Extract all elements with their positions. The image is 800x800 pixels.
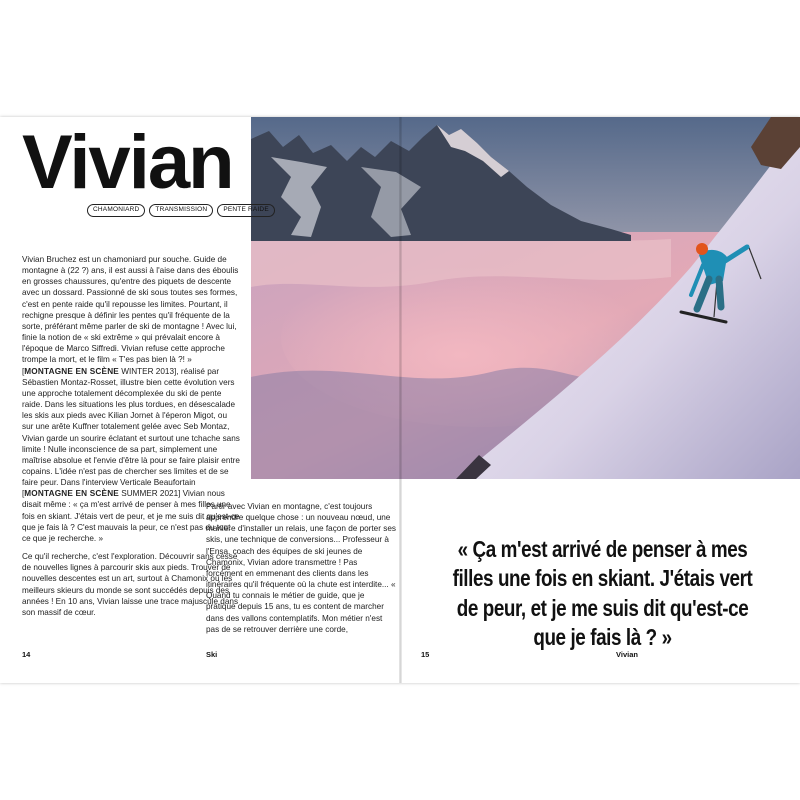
paragraph-transmission: Partir avec Vivian en montagne, c'est toujours apprendre quelque chose : un nouveau nœud, une manière d'installer un relais, une façon de porter ses skis, une technique de conversions... Professeur à l'Ensa, coach des équipes de ski jeunes de Chamonix, Vivian adore transmettre ! Pas forcément en emmenant des clients dans les itinéraires qu'il fréquente où la chute est interdite... « Quand tu connais le métier de guide, que je pratique depuis 15 ans, tu es content de marcher dans des vallons contemplatifs. Mon métier n'est pas de se retrouver derrière une corde, [206,502,396,634]
paragraph-intro: Vivian Bruchez est un chamoniard pur souche. Guide de montagne à (22 ?) ans, il est aussi à l'aise dans des éboulis en grosses chaussures, qu'entre des piquets de descente avec un dossard. Passionné de ski sous toutes ses formes, c'est en pente raide qu'il repousse les limites. Pourtant, il rechigne presque à définir les pentes qu'il fréquente de la sorte, préférant même parler de ski de montagne ! Avec lui, finie la notion de « ski extrême » qui prévalait encore à l'époque de Marco Siffredi. Vivian refuse cette approche trompe la mort, et le film « T'es pas bien là ?! » [MONTAGNE EN SCÈNE WINTER 2013], réalisé par Sébastien Montaz-Rosset, illustre bien cette évolution vers une approche totalement décomplexée du ski de pente raide. Dans les situations les plus tordues, en désescalade les skis aux pieds avec Kilian Jornet à l'éperon Migot, ou sur une arête Kuffner totalement gelée avec Seb Montaz, Vivian garde un sourire éclatant et surtout une tchache sans limite ! Nulle inconscience de sa part, simplement une maîtrise absolue et l'envie d'être là pour se faire plaisir entre copains. L'idée n'est pas de chercher ses limites et de se faire peur. Dans l'interview Verticale Beaufortain [MONTAGNE EN SCÈNE SUMMER 2021] Vivian nous disait même : « ça m'est arrivé de penser à mes filles une fois en skiant. J'étais vert de peur, et je me suis dit qu'est-ce que je fais là ? C'est mauvais la peur, ce n'est pas du tout ce que je recherche. » [22,255,240,543]
spine-gutter [399,117,402,683]
tag-pente-raide: PENTE RAIDE [217,204,275,217]
magazine-spread [0,117,800,683]
tag-chamoniard: CHAMONIARD [87,204,145,217]
page-number-left: 14 [22,650,31,659]
page-title: Vivian [22,120,233,205]
running-head-left: Ski [206,650,218,659]
running-head-right: Vivian [616,650,638,659]
paragraph-exploration: Ce qu'il recherche, c'est l'exploration. Découvrir sans cesse de nouvelles lignes à parcourir skis aux pieds. Trouver de nouvelles descentes est un art, surtout à Chamonix où les meilleurs skieurs du monde se sont succédés depuis des années ! En 10 ans, Vivian laisse une trace majuscule dans son massif de cœur. [22,552,239,617]
page-number-right: 15 [421,650,430,659]
mountain-photo-illustration [251,117,800,479]
body-column-2 [206,501,396,642]
tag-list [87,204,275,217]
skier-photo [251,117,800,479]
tag-transmission: TRANSMISSION [149,204,213,217]
pull-quote: « Ça m'est arrivé de penser à mes filles une fois en skiant. J'étais vert de peur, et je me suis dit qu'est-ce que je fais là ? » [452,536,753,651]
